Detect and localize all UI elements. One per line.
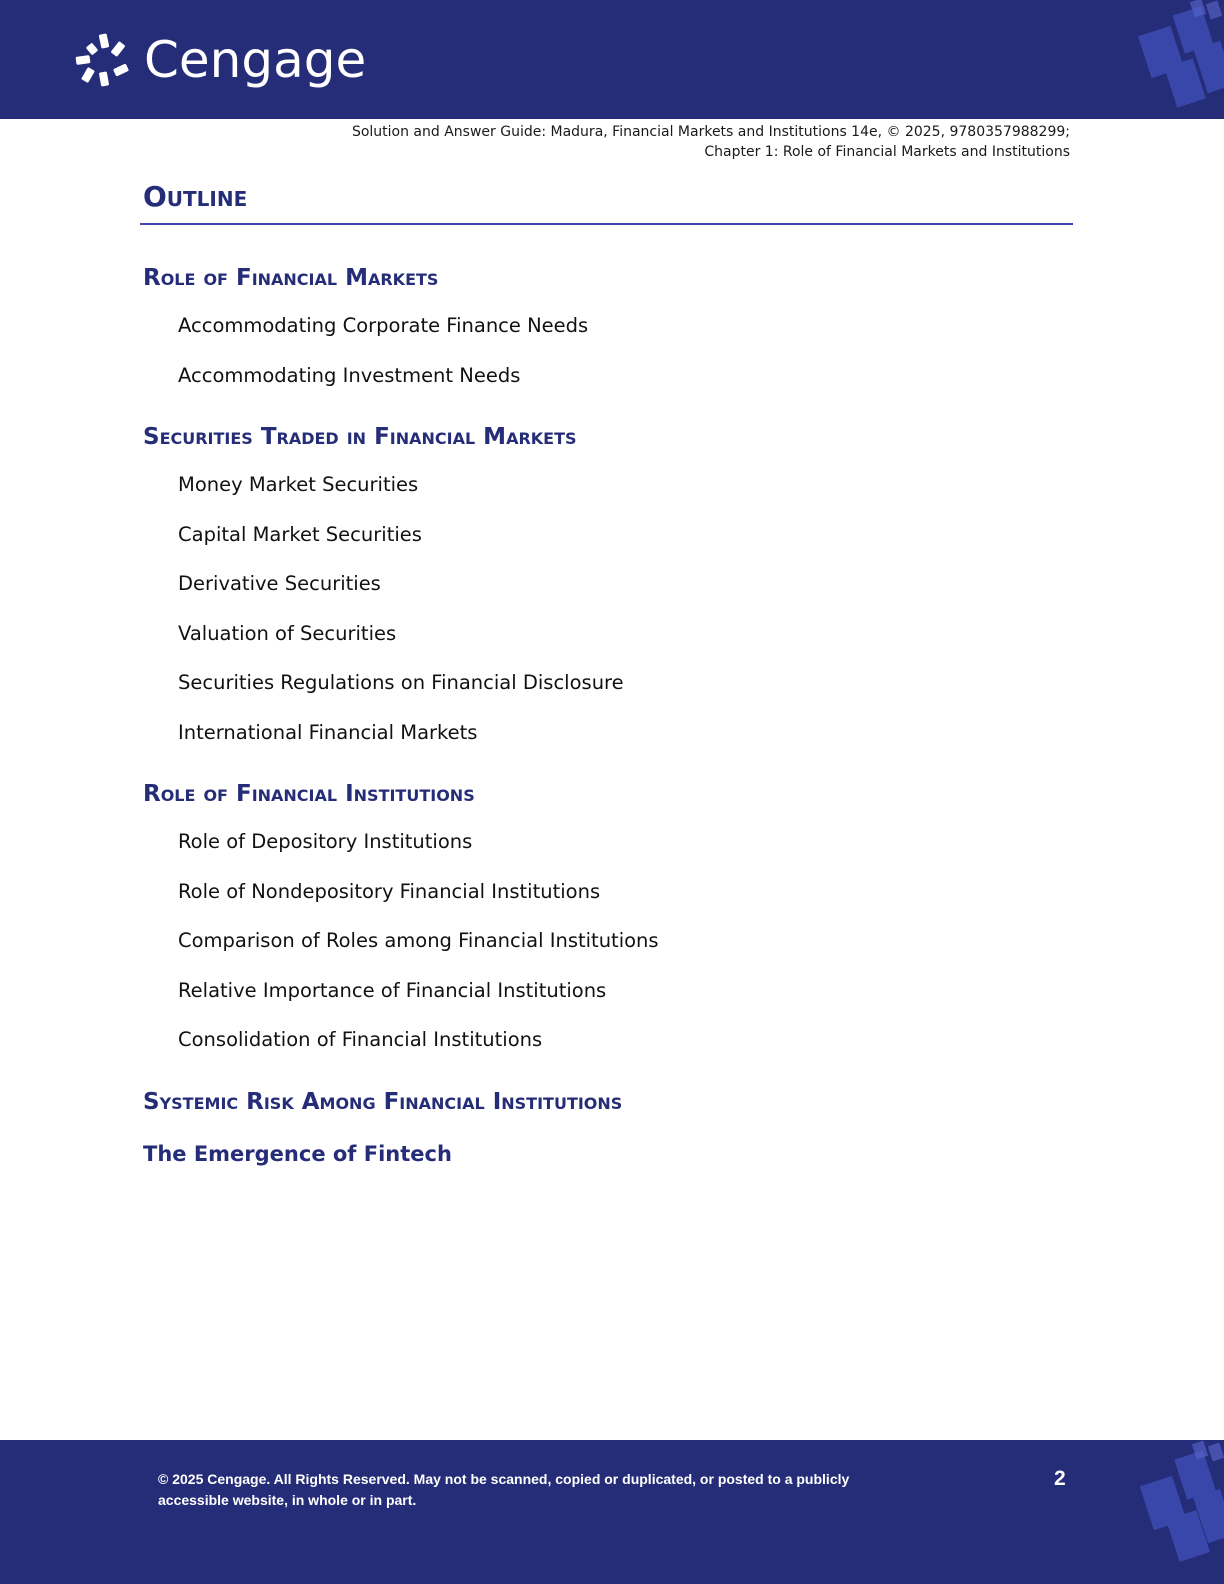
list-item: Money Market Securities — [178, 473, 419, 496]
section-title: Systemic Risk Among Financial Institutions — [143, 1088, 623, 1115]
running-head — [352, 122, 1070, 162]
list-item: Capital Market Securities — [178, 522, 422, 546]
section-role-of-financial-institutions — [143, 778, 1073, 1065]
list-item: Role of Nondepository Financial Institutions — [178, 879, 601, 903]
fintech-heading: The Emergence of Fintech — [143, 1141, 452, 1166]
page-number: 2 — [1054, 1467, 1066, 1490]
list-item: Valuation of Securities — [178, 621, 397, 645]
cengage-logo — [74, 32, 366, 88]
section-securities-traded — [143, 421, 1073, 757]
page-header — [0, 0, 1224, 119]
list-item: Derivative Securities — [178, 572, 381, 595]
brand-name: Cengage — [144, 31, 367, 89]
section-title: Securities Traded in Financial Markets — [143, 424, 577, 450]
outline-title: Outline — [143, 180, 248, 213]
section-title: Role of Financial Markets — [143, 265, 439, 291]
copyright-notice: © 2025 Cengage. All Rights Reserved. May not be scanned, copied or duplicated, or posted to a publicly accessible website, in whole or in part. — [158, 1471, 850, 1508]
title-rule — [140, 223, 1073, 225]
section-items — [143, 301, 1073, 400]
list-item: International Financial Markets — [178, 720, 478, 744]
list-item: Accommodating Investment Needs — [178, 363, 521, 387]
page-footer — [0, 1440, 1224, 1584]
list-item: Securities Regulations on Financial Disclosure — [178, 671, 624, 694]
list-item: Comparison of Roles among Financial Institutions — [178, 929, 659, 952]
section-items — [143, 460, 1073, 757]
list-item: Accommodating Corporate Finance Needs — [178, 314, 589, 337]
section-title: Role of Financial Institutions — [143, 781, 475, 807]
cengage-logo-mark-icon — [74, 32, 134, 88]
list-item: Relative Importance of Financial Institutions — [178, 978, 607, 1002]
list-item: Consolidation of Financial Institutions — [178, 1028, 543, 1051]
section-role-of-financial-markets — [143, 262, 1073, 400]
footer-decoration-icon — [1134, 1440, 1224, 1584]
list-item: Role of Depository Institutions — [178, 830, 473, 853]
running-head-line-1: Solution and Answer Guide: Madura, Financial Markets and Institutions 14e, © 2025, 9780357988299; — [351, 124, 1070, 140]
section-systemic-risk — [143, 1086, 1073, 1118]
running-head-line-2: Chapter 1: Role of Financial Markets and Institutions — [704, 144, 1070, 160]
section-items — [143, 817, 1073, 1065]
outline-content — [143, 262, 1073, 1170]
header-decoration-icon — [1134, 0, 1224, 119]
